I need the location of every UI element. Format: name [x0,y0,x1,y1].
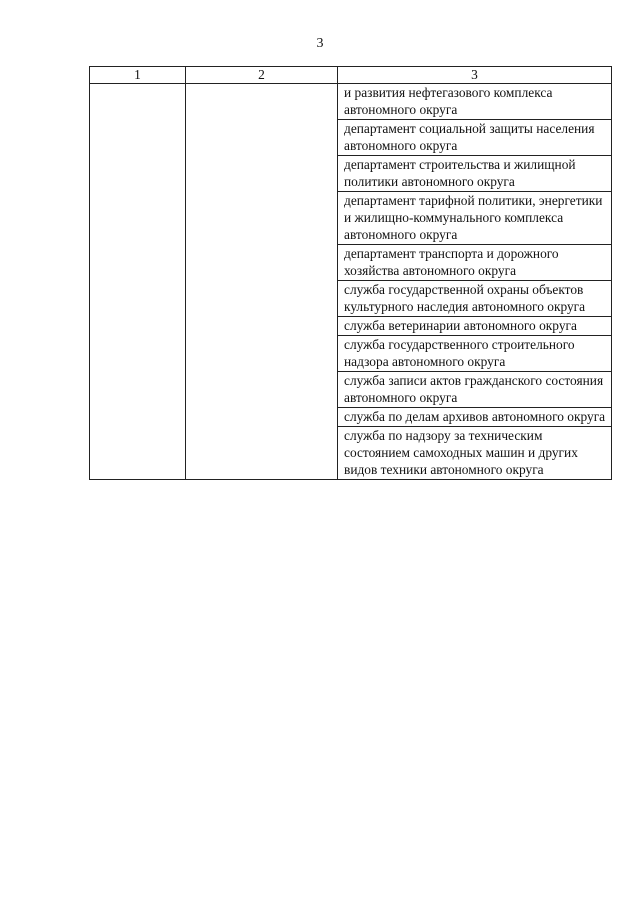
column-3-cell: служба по делам архивов автономного округа [338,408,612,427]
column-3-cell: служба ветеринарии автономного округа [338,317,612,336]
table-header-row [90,67,612,84]
column-header-3: 3 [338,67,612,84]
column-3-cell: и развития нефтегазового комплекса автономного округа [338,84,612,120]
column-2-cell [186,84,338,480]
column-3-cell: департамент социальной защиты населения автономного округа [338,120,612,156]
column-header-2: 2 [186,67,338,84]
page-number: 3 [316,36,324,51]
column-3-cell: служба государственной охраны объектов культурного наследия автономного округа [338,281,612,317]
column-3-cell: департамент строительства и жилищной политики автономного округа [338,156,612,192]
table-row [90,84,612,120]
column-header-1: 1 [90,67,186,84]
column-3-cell: департамент транспорта и дорожного хозяйства автономного округа [338,245,612,281]
column-1-cell [90,84,186,480]
column-3-cell: служба по надзору за техническим состоянием самоходных машин и других видов техники автономного округа [338,427,612,480]
document-table [89,66,612,480]
column-3-cell: служба записи актов гражданского состояния автономного округа [338,372,612,408]
column-3-cell: служба государственного строительного надзора автономного округа [338,336,612,372]
column-3-cell: департамент тарифной политики, энергетики и жилищно-коммунального комплекса автономного округа [338,192,612,245]
